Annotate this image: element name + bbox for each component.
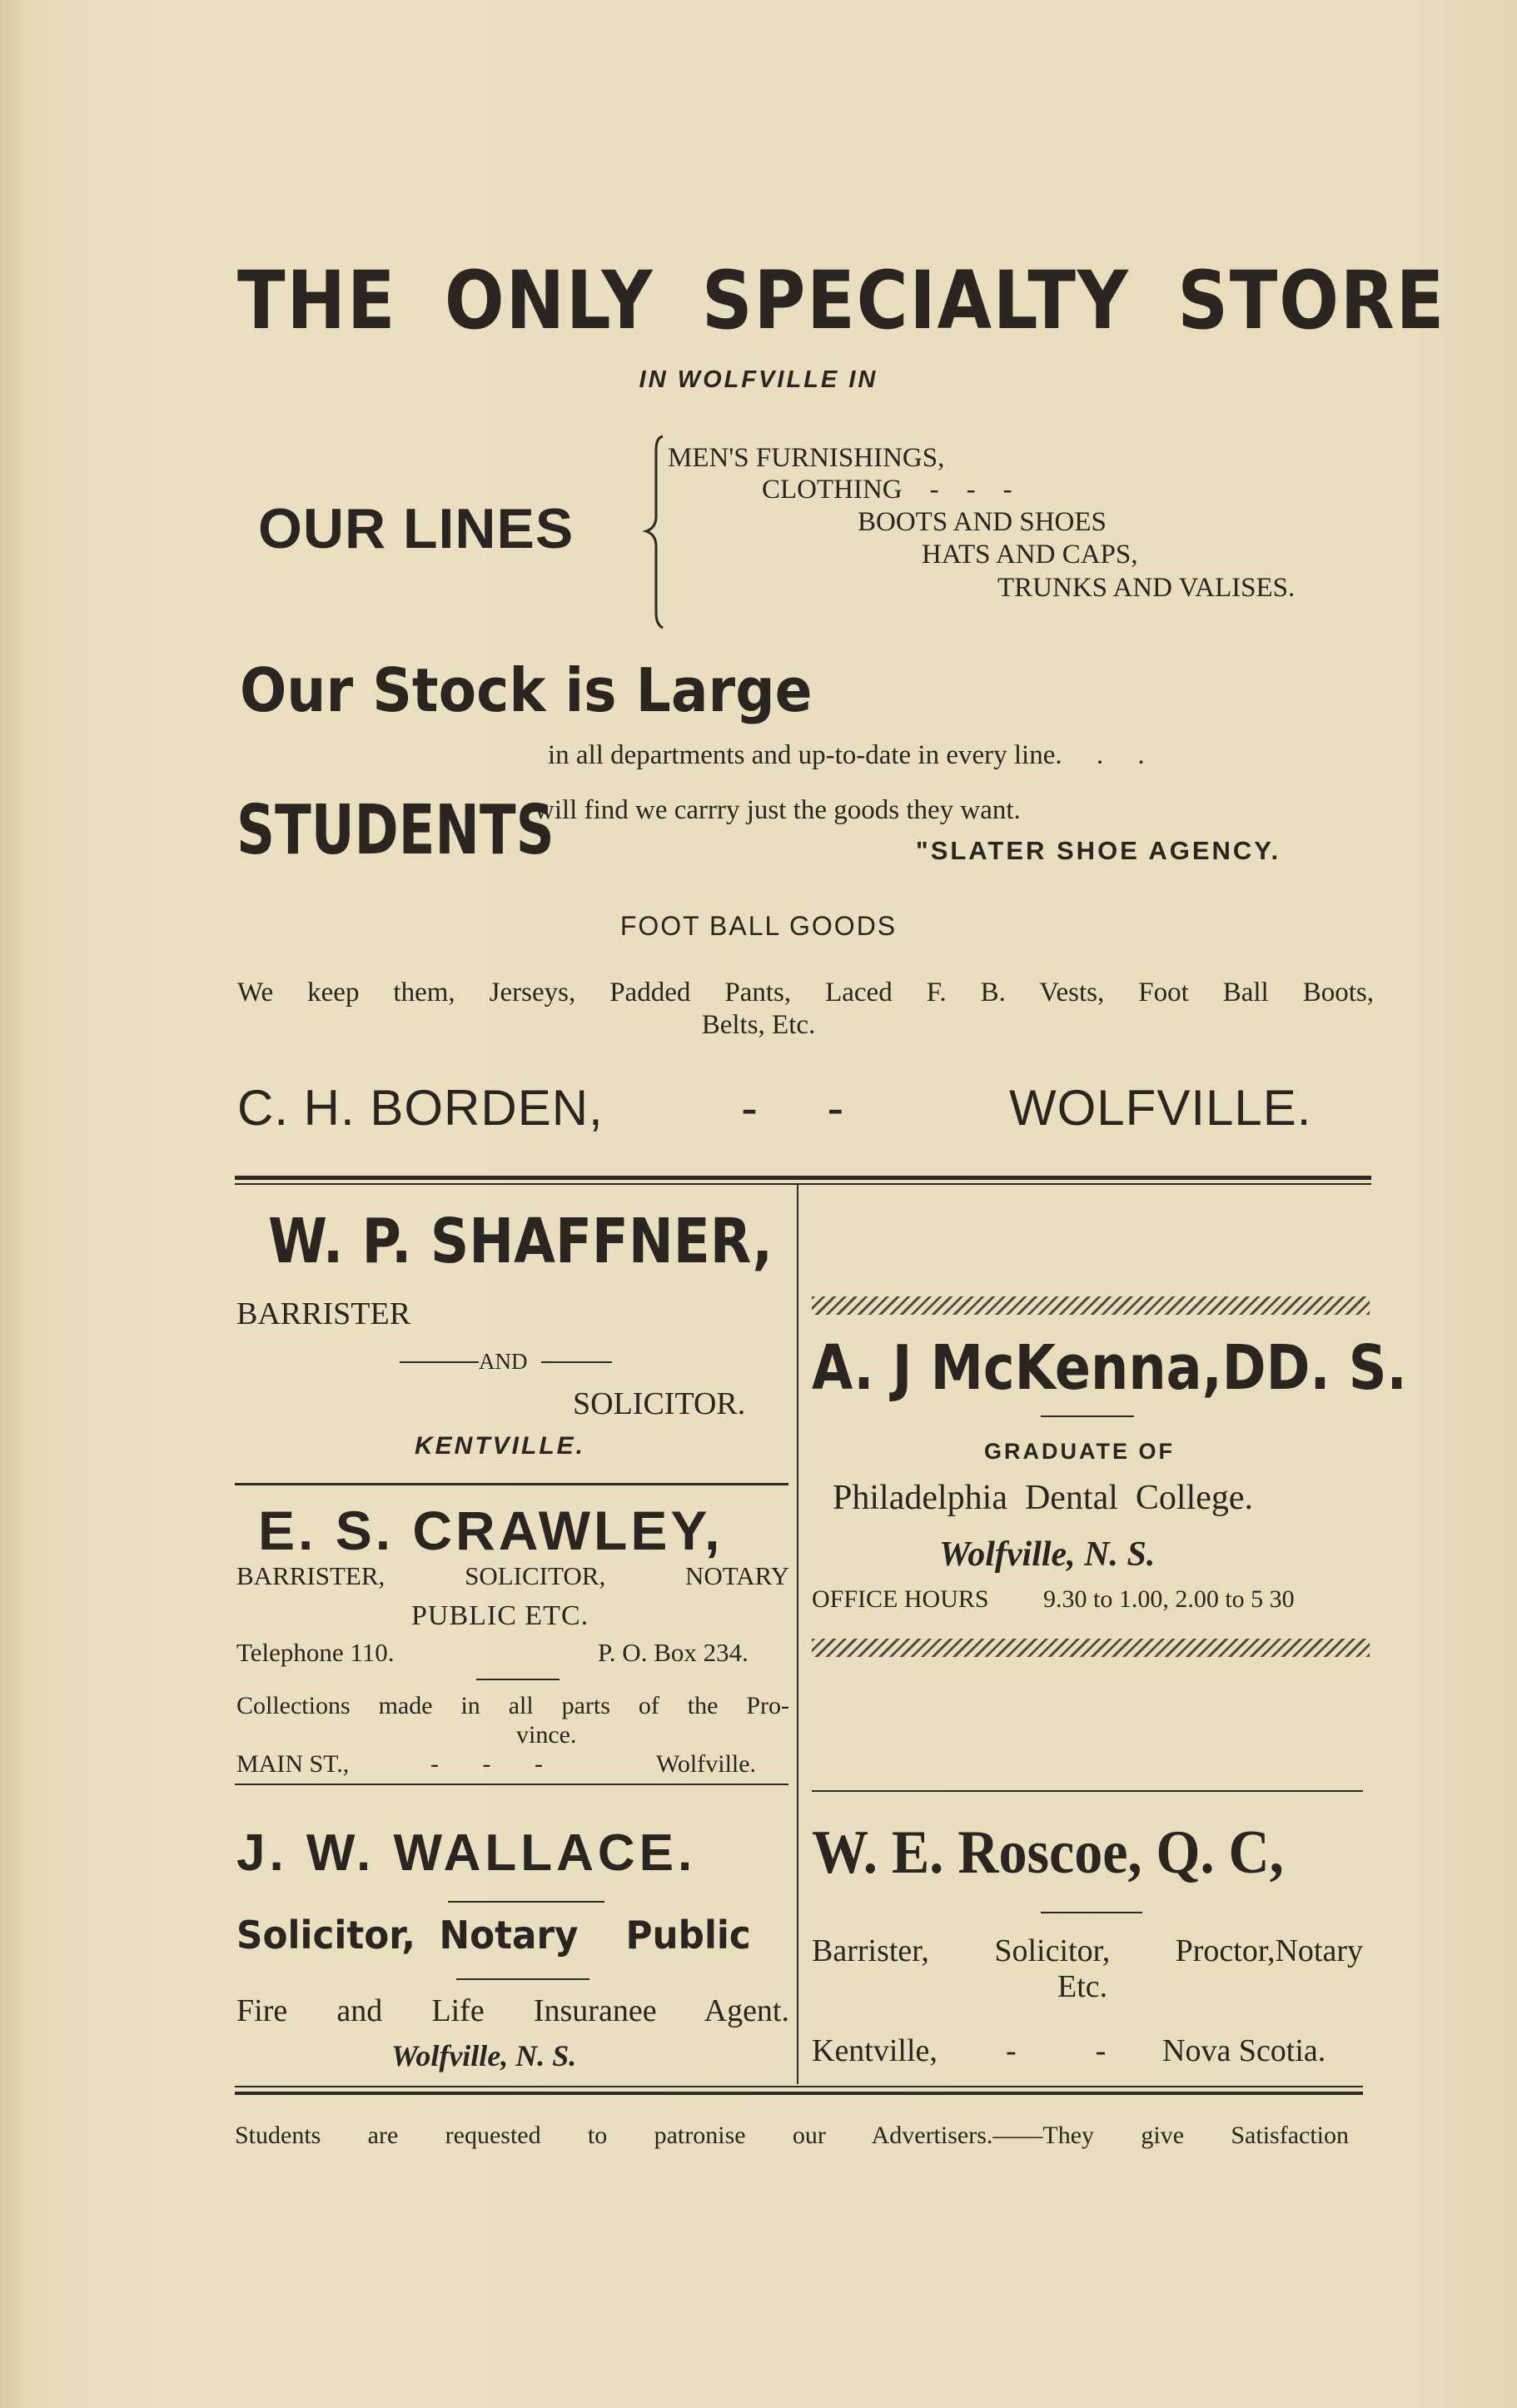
agency: "SLATER SHOE AGENCY. xyxy=(916,836,1281,865)
students-label: STUDENTS xyxy=(236,791,555,870)
roscoe-rule xyxy=(1041,1912,1142,1913)
bottom-rule-thin xyxy=(235,2086,1363,2087)
roscoe-province: Nova Scotia. xyxy=(1162,2033,1326,2068)
top-rule-thin xyxy=(235,1183,1371,1185)
lines-label: OUR LINES xyxy=(258,497,574,560)
crawley-name: E. S. CRAWLEY, xyxy=(258,1500,724,1561)
roscoe-town: Kentville, xyxy=(812,2033,938,2068)
wallace-rule-2 xyxy=(456,1978,589,1980)
shaffner-and-rule-left xyxy=(400,1361,479,1363)
mckenna-ornament-top xyxy=(812,1296,1370,1315)
mckenna-ornament-bottom xyxy=(812,1639,1370,1657)
football-text-1: We keep them, Jerseys, Padded Pants, Laced F. B. Vests, Foot Ball Boots, xyxy=(237,978,1374,1007)
bottom-rule-thick xyxy=(235,2092,1363,2095)
line-trunks: TRUNKS AND VALISES. xyxy=(997,573,1296,603)
wallace-name: J. W. WALLACE. xyxy=(236,1824,697,1882)
football-text-2: Belts, Etc. xyxy=(701,1010,816,1040)
mckenna-name: A. J McKenna,DD. S. xyxy=(812,1332,1407,1404)
line-hats: HATS AND CAPS, xyxy=(922,540,1138,570)
crawley-town: Wolfville. xyxy=(656,1750,757,1778)
shaffner-and-rule-right xyxy=(541,1361,612,1363)
wallace-rule xyxy=(448,1901,604,1903)
crawley-box: P. O. Box 234. xyxy=(598,1638,749,1667)
line-boots: BOOTS AND SHOES xyxy=(858,507,1107,537)
crawley-collections-1: Collections made in all parts of the Pro- xyxy=(236,1692,789,1719)
students-text: will find we carrry just the goods they want. xyxy=(535,795,1021,825)
roscoe-dashes: - - xyxy=(1006,2033,1107,2068)
line-clothing: CLOTHING - - - xyxy=(762,475,1012,505)
crawley-line2: PUBLIC ETC. xyxy=(411,1600,589,1631)
crawley-dashes: - - - xyxy=(430,1750,543,1778)
mckenna-college: Philadelphia Dental College. xyxy=(833,1479,1254,1517)
crawley-street: MAIN ST., xyxy=(236,1750,350,1778)
shaffner-town: KENTVILLE. xyxy=(415,1432,586,1460)
mckenna-hours-label: OFFICE HOURS xyxy=(812,1585,989,1613)
headline: THE ONLY SPECIALTY STORE xyxy=(237,254,1446,347)
shaffner-bottom-rule xyxy=(235,1483,788,1485)
wallace-agent: Fire and Life Insuranee Agent. xyxy=(236,1993,789,2028)
subline: IN WOLFVILLE IN xyxy=(639,366,878,393)
line-furnishings: MEN'S FURNISHINGS, xyxy=(668,443,945,473)
borden-town: WOLFVILLE. xyxy=(1009,1080,1312,1136)
left-mid-rule xyxy=(235,1784,788,1785)
football-heading: FOOT BALL GOODS xyxy=(619,911,898,941)
top-rule-thick xyxy=(235,1176,1371,1180)
footer-note: Students are requested to patronise our Advertisers.——They give Satisfaction xyxy=(235,2122,1349,2149)
crawley-line1: BARRISTER, SOLICITOR, NOTARY xyxy=(236,1561,789,1590)
stock-heading: Our Stock is Large xyxy=(240,655,813,725)
borden-dashes: - - xyxy=(741,1080,844,1136)
roscoe-line1: Barrister, Solicitor, Proctor,Notary xyxy=(812,1933,1363,1968)
mckenna-hours: 9.30 to 1.00, 2.00 to 5 30 xyxy=(1043,1585,1295,1613)
stock-text: in all departments and up-to-date in every line. . . xyxy=(548,740,1145,770)
wallace-title: Solicitor, Notary Public xyxy=(236,1913,751,1958)
mckenna-rule xyxy=(1041,1415,1134,1417)
shaffner-and: AND xyxy=(479,1349,528,1374)
shaffner-barrister: BARRISTER xyxy=(236,1296,411,1331)
mckenna-graduate: GRADUATE OF xyxy=(984,1439,1175,1464)
shaffner-name: W. P. SHAFFNER, xyxy=(268,1206,773,1277)
wallace-town: Wolfville, N. S. xyxy=(391,2039,577,2072)
right-mid-rule xyxy=(812,1790,1363,1792)
column-divider xyxy=(797,1185,798,2084)
shaffner-solicitor: SOLICITOR. xyxy=(573,1386,746,1421)
crawley-divider xyxy=(476,1679,560,1680)
crawley-phone: Telephone 110. xyxy=(236,1638,395,1667)
roscoe-name: W. E. Roscoe, Q. C, xyxy=(812,1818,1284,1887)
roscoe-line2: Etc. xyxy=(1057,1969,1108,2004)
crawley-collections-2: vince. xyxy=(516,1721,577,1749)
borden-name: C. H. BORDEN, xyxy=(237,1080,604,1136)
mckenna-town: Wolfville, N. S. xyxy=(939,1535,1156,1574)
